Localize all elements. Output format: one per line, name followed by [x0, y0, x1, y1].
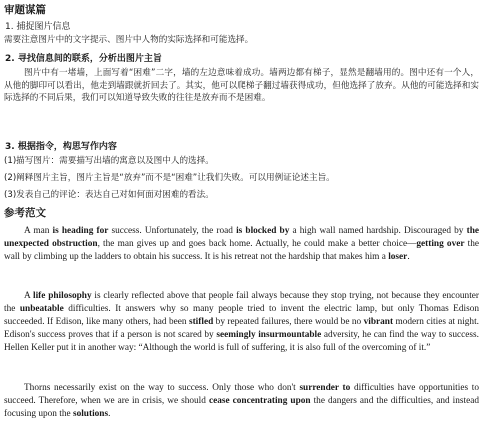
essay-paragraph-3: [4, 382, 479, 421]
essay-text: a high wall named hardship. Discouraged by: [289, 226, 467, 236]
essay-text: , the man gives up and goes back home. Actually, he could make a better choice—: [97, 239, 417, 249]
essay-text: by repeated failures, there would be no: [213, 317, 364, 327]
essay-text: A: [24, 291, 34, 301]
essay-text: adversity, he can find the way to success. Hellen Keller put it in another way: “Although the world is full of suffering, it is also full of the overcoming of it.”: [4, 330, 479, 353]
essay-text: difficulties. It answers why so many people tried to invent the electric lamp, but only Thomas Edison succeeded. If Edison, like many others, had been: [4, 304, 479, 327]
step3-item-1: (1)描写图片：需要描写出墙的寓意以及图中人的选择。: [4, 156, 214, 166]
essay-text: .: [407, 252, 410, 262]
essay-paragraph-2: [4, 290, 479, 355]
essay-keyword: is blocked by: [236, 226, 290, 236]
section-heading: 审题谋篇: [4, 4, 46, 16]
step3-item-3: (3)发表自己的评论：表达自己对如何面对困难的看法。: [4, 190, 214, 200]
essay-keyword: vibrant: [363, 317, 394, 327]
essay-keyword: unbeatable: [19, 304, 64, 314]
essay-text: .: [108, 409, 111, 419]
essay-keyword: seemingly insurmountable: [216, 330, 322, 340]
essay-text: modern cities at night. Edison's success proves that if a person is not scared by: [4, 317, 479, 340]
step1-text: 需要注意图片中的文字提示、图片中人物的实际选择和可能选择。: [4, 35, 254, 45]
step1-title: 1. 捕捉图片信息: [5, 22, 71, 32]
step2-text: 图片中有一堵墙，上面写着“困难”二字，墙的左边意味着成功。墙两边都有梯子，显然是翻墙用的。图中还有一个人，从他的脚印可以看出，他走到墙跟就折回去了。其实，他可以爬梯子翻过墙获得成功，但他选择了放弃。从他的可能选择和实际选择的不同后果，我们可以知道导致失败的往往是放弃而不是困难。: [4, 68, 479, 104]
essay-keyword: loser: [388, 252, 408, 262]
essay-keyword: stifled: [188, 317, 214, 327]
essay-text: Thorns necessarily exist on the way to success. Only those who don't: [24, 383, 300, 393]
essay-keyword: getting over: [416, 239, 465, 249]
essay-paragraph-1: [4, 225, 479, 264]
step3-item-2: (2)阐释图片主旨，图片主旨是“放弃”而不是“困难”让我们失败。可以用例证论述主旨。: [4, 173, 335, 183]
essay-keyword: cease concentrating upon: [208, 396, 311, 406]
step2-title: 2. 寻找信息间的联系，分析出图片主旨: [5, 54, 162, 64]
essay-text: the wall by climbing up the ladders to obtain his success. It is his retreat not the hardship that makes him a: [4, 239, 479, 262]
sample-heading: 参考范文: [4, 207, 46, 219]
essay-text: success. Unfortunately, the road: [108, 226, 237, 236]
essay-keyword: life philosophy: [33, 291, 92, 301]
essay-keyword: the unexpected obstruction: [4, 226, 479, 249]
step3-title: 3. 根据指令，构思写作内容: [5, 142, 117, 152]
essay-text: A man: [24, 226, 53, 236]
essay-text: difficulties have opportunities to succeed. Therefore, when we are in crisis, we should: [4, 383, 479, 406]
essay-text: is clearly reflected above that people fail always because they stop trying, not because they encounter the: [4, 291, 480, 314]
essay-keyword: surrender to: [299, 383, 351, 393]
essay-keyword: is heading for: [52, 226, 109, 236]
essay-text: the dangers and the difficulties, and instead focusing upon the: [4, 396, 479, 419]
essay-keyword: solutions: [72, 409, 109, 419]
